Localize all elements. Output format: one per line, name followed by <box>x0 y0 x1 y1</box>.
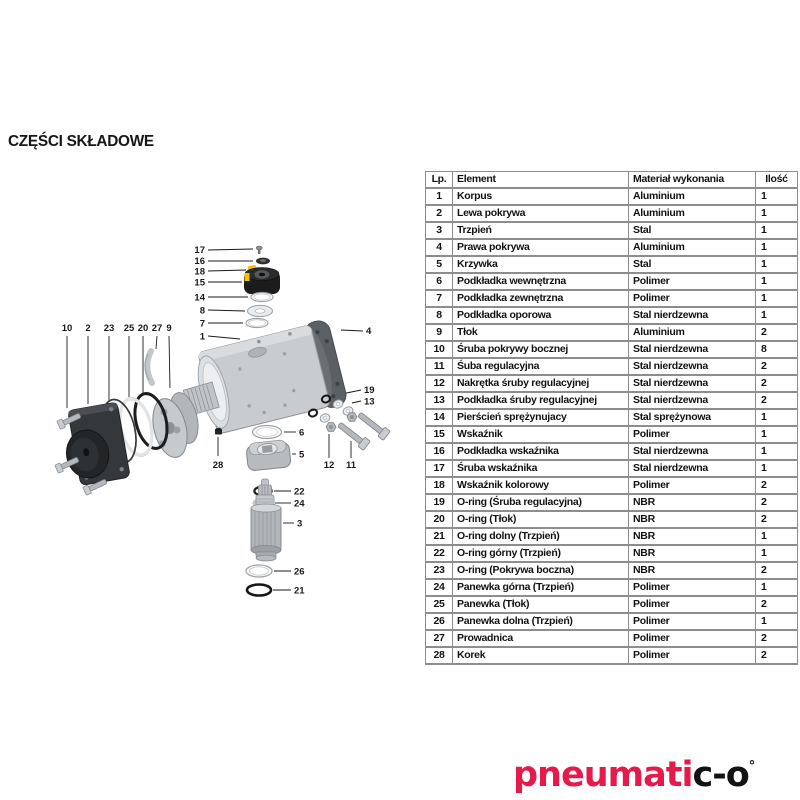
cell-material: Aluminium <box>629 188 756 205</box>
cell-qty: 2 <box>756 596 798 613</box>
cell-lp: 23 <box>426 562 453 579</box>
cell-element: Korek <box>453 647 629 664</box>
cell-material: Polimer <box>629 426 756 443</box>
callout-label: 14 <box>194 292 205 304</box>
cell-material: NBR <box>629 528 756 545</box>
brand-logo-red-part: pneumati <box>513 755 693 795</box>
cell-lp: 10 <box>426 341 453 358</box>
brand-logo-black-part: c-o <box>692 755 749 795</box>
cell-qty: 1 <box>756 256 798 273</box>
cell-lp: 13 <box>426 392 453 409</box>
spring-ring <box>251 292 273 301</box>
cell-material: NBR <box>629 562 756 579</box>
callout-label: 28 <box>212 460 224 471</box>
cell-qty: 1 <box>756 205 798 222</box>
cell-element: Prowadnica <box>453 630 629 647</box>
cell-qty: 2 <box>756 392 798 409</box>
callout-label: 23 <box>103 323 115 334</box>
col-header-material: Materiał wykonania <box>629 172 756 189</box>
cell-qty: 1 <box>756 579 798 596</box>
cell-qty: 2 <box>756 477 798 494</box>
cell-material: Polimer <box>629 596 756 613</box>
col-header-lp: Lp. <box>426 172 453 189</box>
callout-label: 12 <box>323 460 335 471</box>
cell-qty: 2 <box>756 511 798 528</box>
callout-label: 1 <box>199 331 205 343</box>
table-row <box>426 222 798 239</box>
plug <box>215 428 222 435</box>
table-header-row <box>426 172 798 189</box>
table-row <box>426 324 798 341</box>
cell-qty: 1 <box>756 426 798 443</box>
callout-label: 26 <box>294 566 305 578</box>
cell-element: Śuba regulacyjna <box>453 358 629 375</box>
cell-qty: 2 <box>756 647 798 664</box>
table-row <box>426 647 798 664</box>
table-row <box>426 256 798 273</box>
cam <box>246 439 292 471</box>
cell-element: Podkładka wskaźnika <box>453 443 629 460</box>
callout-label: 19 <box>364 385 375 396</box>
cell-qty: 1 <box>756 307 798 324</box>
table-row <box>426 341 798 358</box>
cell-element: Wskaźnik <box>453 426 629 443</box>
cell-qty: 8 <box>756 341 798 358</box>
callout-label: 25 <box>123 323 135 334</box>
cell-lp: 14 <box>426 409 453 426</box>
cell-material: Stal nierdzewna <box>629 341 756 358</box>
col-header-qty: Ilość <box>756 172 798 189</box>
cell-material: Stal nierdzewna <box>629 392 756 409</box>
cell-lp: 7 <box>426 290 453 307</box>
cell-element: O-ring (Pokrywa boczna) <box>453 562 629 579</box>
cell-material: Aluminium <box>629 324 756 341</box>
cell-material: Stal nierdzewna <box>629 443 756 460</box>
cell-element: Pierścień sprężynujacy <box>453 409 629 426</box>
cell-lp: 26 <box>426 613 453 630</box>
cell-qty: 1 <box>756 273 798 290</box>
cell-qty: 2 <box>756 324 798 341</box>
callout-label: 3 <box>297 518 303 530</box>
indicator-cap <box>244 268 280 295</box>
cell-lp: 18 <box>426 477 453 494</box>
callout-label: 17 <box>194 245 205 256</box>
cell-material: Stal <box>629 256 756 273</box>
cell-lp: 12 <box>426 375 453 392</box>
cell-element: Podkładka zewnętrzna <box>453 290 629 307</box>
callout-label: 20 <box>137 323 149 334</box>
cell-element: Prawa pokrywa <box>453 239 629 256</box>
cell-qty: 1 <box>756 188 798 205</box>
table-row <box>426 426 798 443</box>
callout-label: 15 <box>194 277 205 289</box>
outer-washer <box>246 318 268 327</box>
cell-material: NBR <box>629 494 756 511</box>
cell-material: NBR <box>629 511 756 528</box>
cell-lp: 21 <box>426 528 453 545</box>
callout-label: 13 <box>364 396 375 408</box>
callout-label: 21 <box>294 585 305 597</box>
cell-qty: 1 <box>756 290 798 307</box>
cell-lp: 25 <box>426 596 453 613</box>
cell-qty: 1 <box>756 443 798 460</box>
cell-element: Trzpień <box>453 222 629 239</box>
table-row <box>426 375 798 392</box>
cell-material: Stal nierdzewna <box>629 307 756 324</box>
cell-element: Panewka dolna (Trzpień) <box>453 613 629 630</box>
table-row <box>426 290 798 307</box>
cell-element: Tłok <box>453 324 629 341</box>
callout-label: 6 <box>299 427 305 439</box>
cell-element: Śruba wskaźnika <box>453 460 629 477</box>
cell-material: Polimer <box>629 613 756 630</box>
brand-logo <box>513 755 755 795</box>
table-row <box>426 562 798 579</box>
callout-label: 27 <box>151 323 163 334</box>
cell-qty: 2 <box>756 375 798 392</box>
callout-label: 8 <box>199 305 205 317</box>
cell-material: Stal nierdzewna <box>629 358 756 375</box>
table-row <box>426 273 798 290</box>
cell-material: Stal <box>629 222 756 239</box>
callout-label: 5 <box>299 449 305 461</box>
cell-lp: 1 <box>426 188 453 205</box>
cell-lp: 27 <box>426 630 453 647</box>
cell-element: Śruba pokrywy bocznej <box>453 341 629 358</box>
cell-element: Nakrętka śruby regulacyjnej <box>453 375 629 392</box>
cell-qty: 1 <box>756 545 798 562</box>
table-row <box>426 477 798 494</box>
table-row <box>426 188 798 205</box>
cell-material: Aluminium <box>629 205 756 222</box>
cell-lp: 3 <box>426 222 453 239</box>
callout-label: 18 <box>194 266 205 278</box>
callout-label: 22 <box>294 486 305 498</box>
cell-material: Polimer <box>629 477 756 494</box>
cell-element: O-ring (Tłok) <box>453 511 629 528</box>
table-row <box>426 545 798 562</box>
col-header-element: Element <box>453 172 629 189</box>
cell-lp: 2 <box>426 205 453 222</box>
cell-material: Polimer <box>629 290 756 307</box>
cell-qty: 1 <box>756 613 798 630</box>
cell-lp: 9 <box>426 324 453 341</box>
cell-material: Polimer <box>629 647 756 664</box>
cell-lp: 6 <box>426 273 453 290</box>
cell-lp: 15 <box>426 426 453 443</box>
callout-label: 10 <box>61 323 73 334</box>
cell-element: Podkładka śruby regulacyjnej <box>453 392 629 409</box>
cell-element: Panewka (Tłok) <box>453 596 629 613</box>
cell-element: O-ring (Śruba regulacyjna) <box>453 494 629 511</box>
cell-lp: 16 <box>426 443 453 460</box>
cell-element: Podkładka wewnętrzna <box>453 273 629 290</box>
cell-material: Aluminium <box>629 239 756 256</box>
table-row <box>426 205 798 222</box>
table-row <box>426 460 798 477</box>
callout-label: 7 <box>199 318 205 330</box>
indicator-screw <box>256 246 262 254</box>
cell-lp: 8 <box>426 307 453 324</box>
table-row <box>426 358 798 375</box>
cell-lp: 22 <box>426 545 453 562</box>
cell-lp: 19 <box>426 494 453 511</box>
lower-oring <box>247 585 271 596</box>
table-row <box>426 239 798 256</box>
cell-material: Polimer <box>629 273 756 290</box>
table-row <box>426 630 798 647</box>
callout-label: 2 <box>85 323 91 334</box>
cell-qty: 1 <box>756 222 798 239</box>
table-row <box>426 579 798 596</box>
table-row <box>426 596 798 613</box>
cell-element: Panewka górna (Trzpień) <box>453 579 629 596</box>
table-row <box>426 613 798 630</box>
cell-element: Lewa pokrywa <box>453 205 629 222</box>
adjust-screws <box>336 410 391 451</box>
cell-qty: 2 <box>756 630 798 647</box>
lower-bushing <box>246 565 272 577</box>
table-row <box>426 392 798 409</box>
brand-logo-degree-mark: ° <box>748 759 755 774</box>
cell-element: Korpus <box>453 188 629 205</box>
cell-lp: 4 <box>426 239 453 256</box>
parts-table <box>425 171 797 665</box>
cell-material: Polimer <box>629 579 756 596</box>
cell-material: NBR <box>629 545 756 562</box>
callout-label: 16 <box>194 256 205 267</box>
callout-label: 4 <box>366 326 372 337</box>
table-row <box>426 511 798 528</box>
inner-washer <box>253 426 282 439</box>
cell-lp: 24 <box>426 579 453 596</box>
support-washer <box>248 305 273 316</box>
cell-material: Polimer <box>629 630 756 647</box>
cell-qty: 1 <box>756 528 798 545</box>
cell-element: Krzywka <box>453 256 629 273</box>
cell-lp: 20 <box>426 511 453 528</box>
cell-lp: 17 <box>426 460 453 477</box>
table-row <box>426 307 798 324</box>
cell-lp: 5 <box>426 256 453 273</box>
cell-material: Stal nierdzewna <box>629 375 756 392</box>
cell-qty: 1 <box>756 460 798 477</box>
guide-strip <box>145 351 152 383</box>
left-cover <box>59 402 130 487</box>
cell-qty: 2 <box>756 494 798 511</box>
cell-qty: 2 <box>756 562 798 579</box>
cell-qty: 1 <box>756 239 798 256</box>
cell-material: Stal nierdzewna <box>629 460 756 477</box>
cell-element: O-ring górny (Trzpień) <box>453 545 629 562</box>
callout-label: 24 <box>294 498 305 510</box>
cell-qty: 1 <box>756 409 798 426</box>
indicator-washer <box>256 258 270 265</box>
cell-lp: 11 <box>426 358 453 375</box>
cell-element: Podkładka oporowa <box>453 307 629 324</box>
page-title: CZĘŚCI SKŁADOWE <box>8 133 154 150</box>
table-row <box>426 528 798 545</box>
callout-label: 9 <box>166 323 172 334</box>
cell-lp: 28 <box>426 647 453 664</box>
cell-element: O-ring dolny (Trzpień) <box>453 528 629 545</box>
table-row <box>426 494 798 511</box>
cell-material: Stal sprężynowa <box>629 409 756 426</box>
cell-qty: 2 <box>756 358 798 375</box>
cell-element: Wskaźnik kolorowy <box>453 477 629 494</box>
callout-label: 11 <box>345 460 357 471</box>
table-row <box>426 409 798 426</box>
table-row <box>426 443 798 460</box>
